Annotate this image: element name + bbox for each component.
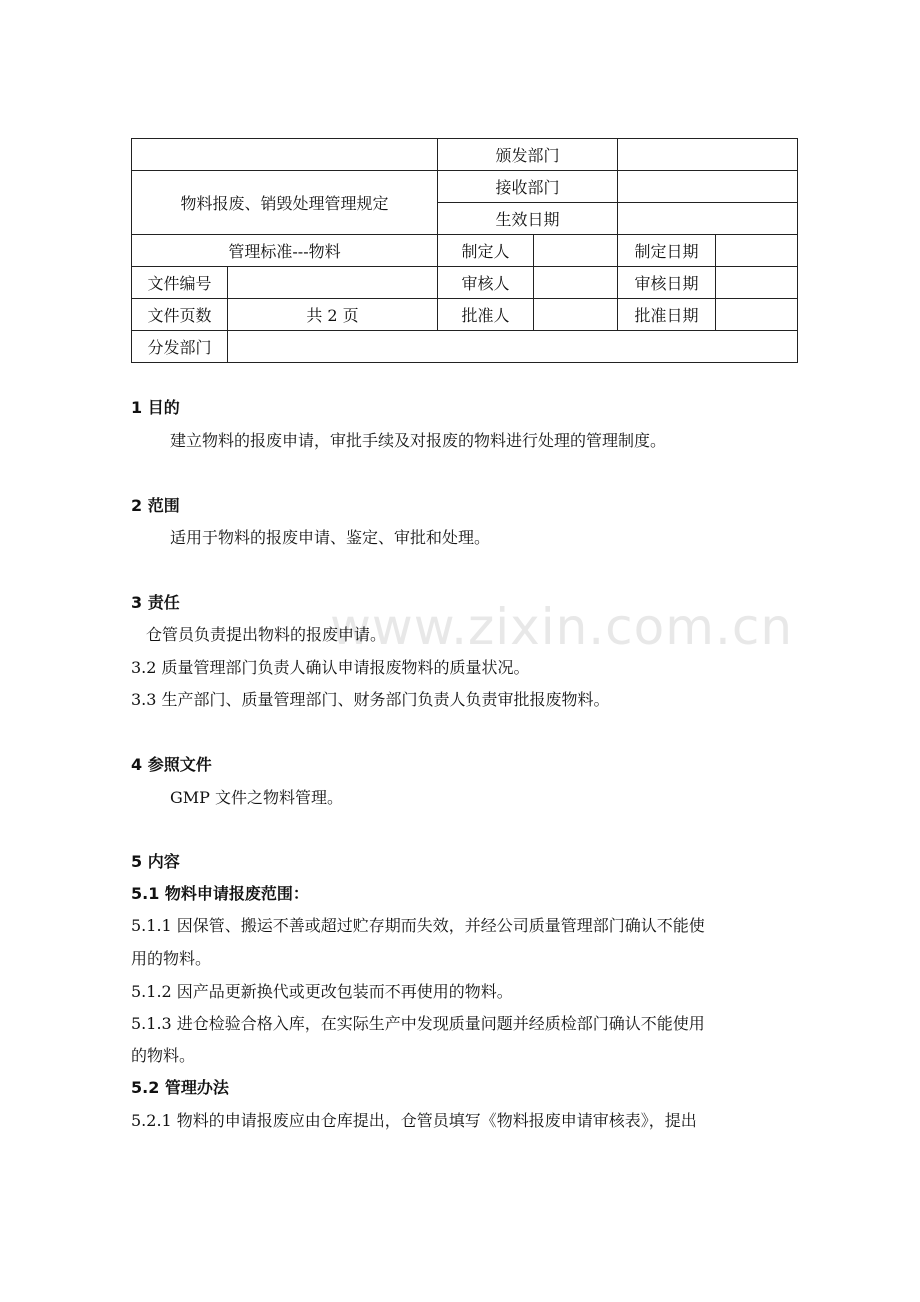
section-3-3-text: 3.3 生产部门、质量管理部门、财务部门负责人负责审批报废物料。 [131, 690, 610, 709]
section-5-2-heading: 5.2 管理办法 [131, 1078, 229, 1097]
review-date-value [716, 267, 798, 299]
dist-dept-value [228, 331, 798, 363]
receive-dept-label: 接收部门 [438, 171, 618, 203]
document-category: 管理标准---物料 [132, 235, 438, 267]
reviewer-value [534, 267, 618, 299]
effective-date-label: 生效日期 [438, 203, 618, 235]
section-4-text: GMP 文件之物料管理。 [170, 788, 344, 807]
draft-date-value [716, 235, 798, 267]
section-4-heading: 4 参照文件 [131, 755, 212, 774]
watermark: www.zixin.com.cn [330, 598, 794, 656]
review-date-label: 审核日期 [618, 267, 716, 299]
section-1-heading: 1 目的 [131, 398, 180, 417]
blank-cell [132, 139, 438, 171]
pages-value: 共 2 页 [228, 299, 438, 331]
section-5-1-3-line-1: 5.1.3 进仓检验合格入库，在实际生产中发现质量问题并经质检部门确认不能使用 [131, 1014, 705, 1033]
section-5-1-2-text: 5.1.2 因产品更新换代或更改包装而不再使用的物料。 [131, 982, 513, 1001]
section-2-text: 适用于物料的报废申请、鉴定、审批和处理。 [170, 528, 491, 547]
draft-date-label: 制定日期 [618, 235, 716, 267]
approve-date-label: 批准日期 [618, 299, 716, 331]
issue-dept-value [618, 139, 798, 171]
drafter-label: 制定人 [438, 235, 534, 267]
effective-date-value [618, 203, 798, 235]
section-5-heading: 5 内容 [131, 852, 180, 871]
section-1-text: 建立物料的报废申请，审批手续及对报废的物料进行处理的管理制度。 [170, 431, 667, 450]
document-header-table [131, 138, 798, 363]
receive-dept-value [618, 171, 798, 203]
section-3-heading: 3 责任 [131, 593, 180, 612]
section-5-1-heading: 5.1 物料申请报废范围： [131, 884, 309, 903]
section-3-1-text: 仓管员负责提出物料的报废申请。 [146, 625, 387, 644]
section-5-1-1-line-1: 5.1.1 因保管、搬运不善或超过贮存期而失效，并经公司质量管理部门确认不能使 [131, 916, 705, 935]
issue-dept-label: 颁发部门 [438, 139, 618, 171]
section-5-1-1-line-2: 用的物料。 [131, 949, 212, 968]
drafter-value [534, 235, 618, 267]
document-title: 物料报废、销毁处理管理规定 [132, 171, 438, 235]
section-5-1-3-line-2: 的物料。 [131, 1046, 196, 1065]
approver-label: 批准人 [438, 299, 534, 331]
section-5-2-1-text: 5.2.1 物料的申请报废应由仓库提出，仓管员填写《物料报废申请审核表》，提出 [131, 1111, 697, 1130]
section-3-2-text: 3.2 质量管理部门负责人确认申请报废物料的质量状况。 [131, 658, 530, 677]
doc-no-label: 文件编号 [132, 267, 228, 299]
dist-dept-label: 分发部门 [132, 331, 228, 363]
doc-no-value [228, 267, 438, 299]
pages-label: 文件页数 [132, 299, 228, 331]
approver-value [534, 299, 618, 331]
approve-date-value [716, 299, 798, 331]
section-2-heading: 2 范围 [131, 496, 180, 515]
reviewer-label: 审核人 [438, 267, 534, 299]
